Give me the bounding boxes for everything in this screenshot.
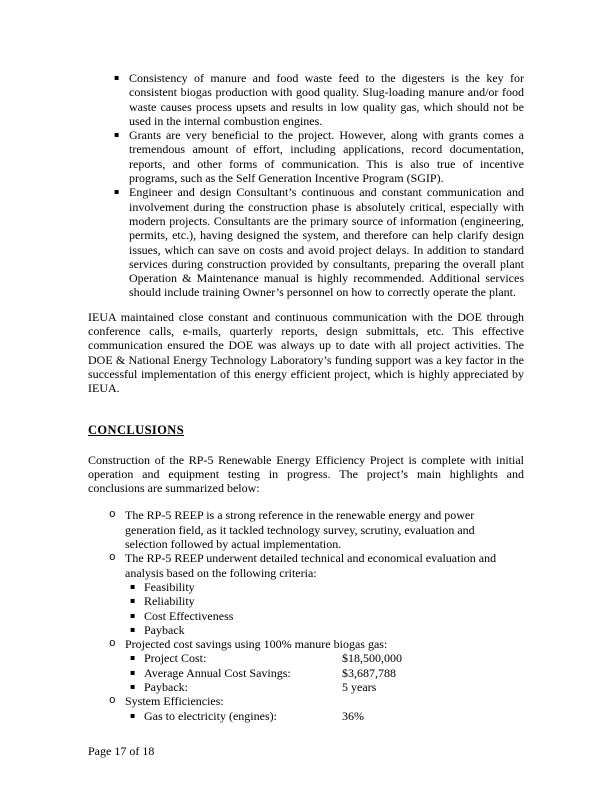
o-item-text: System Efficiencies: [125, 694, 224, 709]
circle-bullet-icon: o [109, 552, 116, 565]
o-list-item [88, 694, 524, 723]
ieua-paragraph: IEUA maintained close constant and continuous communication with the DOE through conference calls, e-mails, quarterly reports, design submittals, etc. This effective communication ensured the DOE was always up to date with all project activities. The DOE & National Energy Technology Laboratory’s funding support was a key factor in the successful implementation of this energy efficient project, which is highly appreciated by IEUA. [88, 309, 524, 396]
criteria-item [125, 594, 524, 608]
list-item [88, 185, 524, 299]
kv-label: Project Cost: [144, 651, 207, 666]
kv-row [125, 651, 524, 665]
kv-row [125, 680, 524, 694]
list-item-text: Grants are very beneficial to the project. However, along with grants comes a tremendous amount of effort, including applications, record documentation, reports, and other forms of communication. This is also true of incentive programs, such as the Self Generation Incentive Program (SGIP). [129, 128, 524, 186]
kv-label: Gas to electricity (engines): [144, 708, 277, 723]
list-item [88, 128, 524, 185]
o-item-text: Projected cost savings using 100% manure biogas gas: [125, 637, 388, 652]
circle-bullet-icon: o [109, 695, 116, 708]
square-bullet-icon: ▪ [130, 681, 136, 691]
kv-row [125, 709, 524, 723]
list-item-text: Engineer and design Consultant’s continuous and constant communication and involvement during the construction phase is absolutely critical, especially with modern projects. Consultants are the primary source of information (engineering, permits, etc.), having designed the system, and therefore can help clarify design issues, which can save on costs and avoid project delays. In addition to standard services during construction provided by consultants, preparing the overall plant Operation & Maintenance manual is highly recommended. Additional services should include training Owner’s personnel on how to correctly operate the plant. [129, 185, 524, 300]
square-bullet-icon: ▪ [130, 581, 136, 591]
criteria-item-text: Reliability [144, 594, 195, 609]
criteria-list [125, 580, 524, 637]
conclusions-intro: Construction of the RP-5 Renewable Energy Efficiency Project is complete with initial operation and equipment testing in progress. The project’s main highlights and conclusions are summarized below: [88, 452, 524, 496]
kv-value: 36% [342, 708, 364, 723]
circle-bullet-icon: o [109, 638, 116, 651]
o-list-item [88, 508, 524, 551]
square-bullet-icon: ▪ [114, 130, 120, 140]
lessons-learned-list [88, 71, 524, 300]
list-item-text: Consistency of manure and food waste feed to the digesters is the key for consistent biogas production with good quality. Slug-loading manure and/or food waste causes process upsets and results in low quality gas, which should not be used in the internal combustion engines. [129, 71, 524, 128]
o-item-text: The RP-5 REEP is a strong reference in the renewable energy and power generation field, as it tackled technology survey, scrutiny, evaluation and selection followed by actual implementation. [125, 508, 475, 552]
square-bullet-icon: ▪ [130, 667, 136, 677]
square-bullet-icon: ▪ [130, 710, 136, 720]
kv-row [125, 666, 524, 680]
square-bullet-icon: ▪ [130, 610, 136, 620]
criteria-item-text: Feasibility [144, 579, 195, 594]
square-bullet-icon: ▪ [130, 596, 136, 606]
o-item-text: The RP-5 REEP underwent detailed technical and economical evaluation and analysis based on the following criteria: [125, 551, 497, 580]
o-list-item [88, 637, 524, 694]
kv-value: $3,687,788 [342, 665, 396, 680]
criteria-item [125, 609, 524, 623]
kv-value: 5 years [342, 679, 377, 694]
circle-bullet-icon: o [109, 509, 116, 522]
conclusions-list [88, 508, 524, 722]
criteria-item [125, 623, 524, 637]
kv-label: Payback: [144, 679, 188, 694]
kv-value: $18,500,000 [342, 651, 402, 666]
page-content [88, 71, 524, 723]
page-footer: Page 17 of 18 [88, 744, 155, 758]
o-list-item [88, 551, 524, 637]
efficiencies-list [125, 709, 524, 723]
criteria-item [125, 580, 524, 594]
criteria-item-text: Cost Effectiveness [144, 608, 234, 623]
square-bullet-icon: ▪ [130, 653, 136, 663]
square-bullet-icon: ▪ [114, 73, 120, 82]
kv-label: Average Annual Cost Savings: [144, 665, 291, 680]
cost-savings-list [125, 651, 524, 694]
list-item [88, 71, 524, 128]
criteria-item-text: Payback [144, 622, 185, 637]
square-bullet-icon: ▪ [114, 187, 120, 197]
conclusions-heading: CONCLUSIONS [88, 422, 185, 437]
square-bullet-icon: ▪ [130, 624, 136, 634]
